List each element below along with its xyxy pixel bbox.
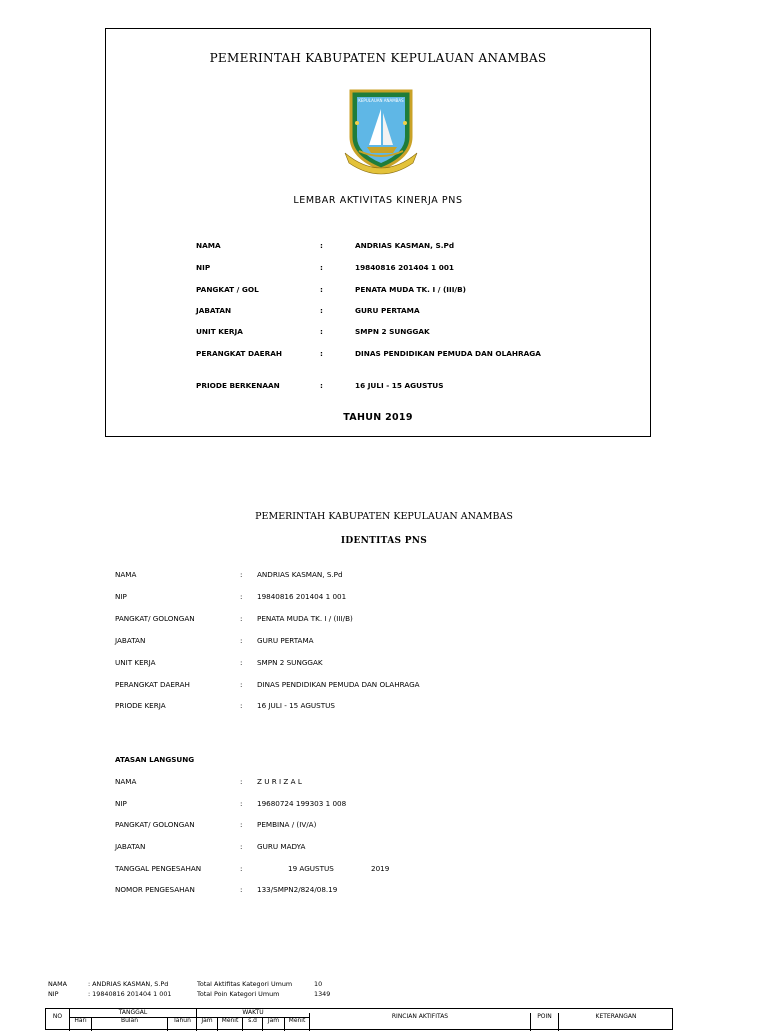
col-tanggal: TANGGAL [69, 1009, 196, 1017]
field-value: 19680724 199303 1 008 [257, 799, 347, 808]
cover-year: TAHUN 2019 [343, 412, 413, 423]
field-separator: : [240, 570, 243, 579]
col-keterangan: KETERANGAN [558, 1013, 673, 1031]
cover-value: 16 JULI - 15 AGUSTUS [355, 381, 444, 390]
field-value: DINAS PENDIDIKAN PEMUDA DAN OLAHRAGA [257, 680, 420, 689]
col-sd: s.d [242, 1017, 262, 1031]
atasan-row-jabatan [115, 842, 635, 854]
field-value: ANDRIAS KASMAN, S.Pd [257, 570, 343, 579]
field-label: PANGKAT/ GOLONGAN [115, 820, 195, 829]
col-rincian-aktifitas: RINCIAN AKTIFITAS [309, 1013, 530, 1031]
col-bulan: Bulan [91, 1017, 167, 1031]
identitas-row-pangkat [115, 614, 635, 626]
cover-row-perangkat-daerah [196, 349, 636, 361]
total-aktifitas-label: Total Aktifitas Kategori Umum [197, 980, 293, 988]
col-jam-end: Jam [262, 1017, 284, 1031]
identitas-subtitle: IDENTITAS PNS [340, 536, 428, 546]
field-label: PANGKAT/ GOLONGAN [115, 614, 195, 623]
field-separator: : [240, 680, 243, 689]
summary-total-labels [197, 980, 292, 999]
field-label: NIP [115, 799, 127, 808]
atasan-row-tanggal-pengesahan [115, 864, 635, 876]
field-separator: : [240, 885, 243, 894]
field-separator: : [240, 614, 243, 623]
col-menit-end: Menit [284, 1017, 309, 1031]
col-tahun: Tahun [167, 1017, 196, 1031]
cover-value: SMPN 2 SUNGGAK [355, 327, 430, 336]
cover-row-nama [196, 241, 636, 253]
summary-labels [48, 980, 67, 999]
field-value: 19840816 201404 1 001 [257, 592, 347, 601]
cover-separator: : [320, 381, 323, 390]
field-value: Z U R I Z A L [257, 777, 302, 786]
field-separator: : [240, 592, 243, 601]
col-no: NO [52, 1013, 63, 1020]
field-label: JABATAN [115, 636, 146, 645]
identitas-row-nama [115, 570, 635, 582]
col-jam-start: Jam [196, 1017, 217, 1031]
field-value: GURU PERTAMA [257, 636, 314, 645]
summary-nip-value: : 19840816 201404 1 001 [88, 989, 172, 998]
tanggal-year: 2019 [371, 864, 390, 873]
cover-row-nip [196, 263, 636, 275]
field-label: NAMA [115, 570, 137, 579]
field-separator: : [240, 777, 243, 786]
cover-row-priode [196, 381, 636, 393]
cover-separator: : [320, 285, 323, 294]
field-label: NAMA [115, 777, 137, 786]
cover-title: PEMERINTAH KABUPATEN KEPULAUAN ANAMBAS [209, 51, 547, 65]
cover-label: PANGKAT / GOL [196, 285, 259, 294]
cover-row-pangkat [196, 285, 636, 297]
cover-separator: : [320, 241, 323, 250]
identitas-row-jabatan [115, 636, 635, 648]
identitas-row-priode-kerja [115, 701, 635, 713]
cover-label: PERANGKAT DAERAH [196, 349, 283, 358]
summary-total-values [314, 980, 330, 999]
field-value: 16 JULI - 15 AGUSTUS [257, 701, 335, 710]
field-label: TANGGAL PENGESAHAN [115, 864, 202, 873]
cover-label: NAMA [196, 241, 221, 250]
atasan-row-nama [115, 777, 635, 789]
col-poin: POIN [530, 1013, 558, 1031]
field-separator: : [240, 864, 243, 873]
activity-table-header [45, 1008, 673, 1030]
field-separator: : [240, 842, 243, 851]
cover-label: JABATAN [196, 306, 232, 315]
field-separator: : [240, 636, 243, 645]
field-label: PERANGKAT DAERAH [115, 680, 190, 689]
total-poin-label: Total Poin Kategori Umum [197, 989, 280, 998]
cover-separator: : [320, 327, 323, 336]
cover-value: ANDRIAS KASMAN, S.Pd [355, 241, 455, 250]
total-aktifitas-value: 10 [314, 980, 323, 988]
cover-page [105, 28, 651, 437]
cover-value: DINAS PENDIDIKAN PEMUDA DAN OLAHRAGA [355, 349, 541, 358]
cover-label: PRIODE BERKENAAN [196, 381, 280, 390]
cover-row-jabatan [196, 306, 636, 318]
atasan-row-pangkat [115, 820, 635, 832]
field-label: JABATAN [115, 842, 146, 851]
field-value: PENATA MUDA TK. I / (III/B) [257, 614, 353, 623]
identitas-row-nip [115, 592, 635, 604]
cover-separator: : [320, 349, 323, 358]
cover-value: 19840816 201404 1 001 [355, 263, 455, 272]
col-waktu: WAKTU [196, 1009, 309, 1017]
cover-label: UNIT KERJA [196, 327, 243, 336]
summary-nip-label: NIP [48, 989, 59, 998]
atasan-heading: ATASAN LANGSUNG [115, 755, 195, 764]
field-separator: : [240, 799, 243, 808]
cover-value: GURU PERTAMA [355, 306, 420, 315]
col-hari: Hari [69, 1017, 91, 1031]
field-value: SMPN 2 SUNGGAK [257, 658, 323, 667]
field-separator: : [240, 658, 243, 667]
cover-row-unit-kerja [196, 327, 636, 339]
field-label: UNIT KERJA [115, 658, 156, 667]
tanggal-day-month: 19 AGUSTUS [288, 864, 334, 873]
field-separator: : [240, 820, 243, 829]
atasan-row-nip [115, 799, 635, 811]
cover-separator: : [320, 263, 323, 272]
identitas-title: PEMERINTAH KABUPATEN KEPULAUAN ANAMBAS [255, 511, 513, 522]
total-poin-value: 1349 [314, 989, 331, 998]
field-label: NIP [115, 592, 127, 601]
identitas-row-unit-kerja [115, 658, 635, 670]
field-value: PEMBINA / (IV/A) [257, 820, 317, 829]
atasan-row-nomor-pengesahan [115, 885, 635, 897]
identitas-row-perangkat-daerah [115, 680, 635, 692]
summary-nama-label: NAMA [48, 980, 68, 988]
cover-value: PENATA MUDA TK. I / (III/B) [355, 285, 466, 294]
field-label: PRIODE KERJA [115, 701, 166, 710]
col-menit-start: Menit [217, 1017, 242, 1031]
cover-separator: : [320, 306, 323, 315]
summary-values [88, 980, 171, 999]
emblem-lettering: KEPULAUAN ANAMBAS [358, 98, 404, 103]
field-value: 133/SMPN2/824/08.19 [257, 885, 338, 894]
cover-subtitle: LEMBAR AKTIVITAS KINERJA PNS [293, 195, 463, 206]
field-separator: : [240, 701, 243, 710]
summary-nama-value: : ANDRIAS KASMAN, S.Pd [88, 980, 169, 988]
field-value: GURU MADYA [257, 842, 306, 851]
regency-emblem-icon [343, 87, 419, 175]
cover-label: NIP [196, 263, 211, 272]
field-label: NOMOR PENGESAHAN [115, 885, 195, 894]
